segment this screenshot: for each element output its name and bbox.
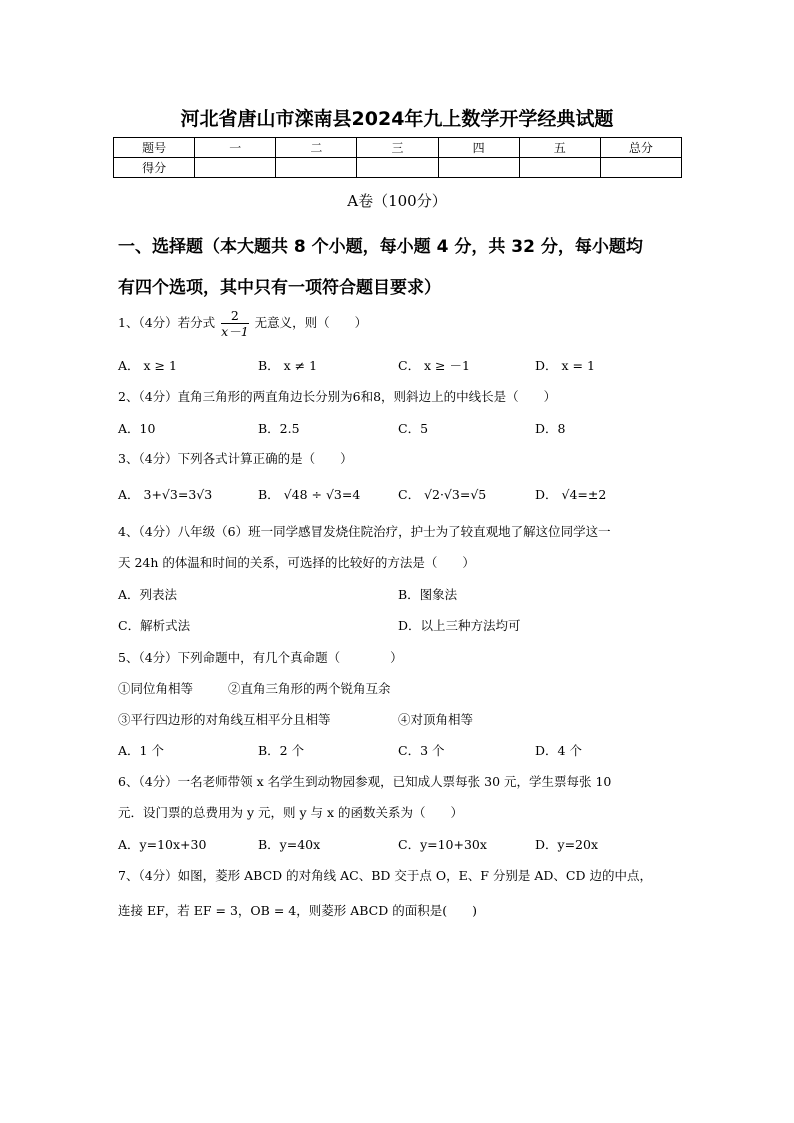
q6-option-a: A．y=10x+30 xyxy=(118,837,207,852)
q6-option-c: C．y=10+30x xyxy=(398,837,487,852)
question-7-line1: 7、（4分）如图，菱形 ABCD 的对角线 AC、BD 交于点 O，E、F 分别是 AD、CD 边的中点， xyxy=(118,868,652,883)
q1-option-c: C． x ≥ －1 xyxy=(398,358,470,373)
section-heading-line2: 有四个选项，其中只有一项符合题目要求） xyxy=(118,278,441,298)
q4-option-d: D．以上三种方法均可 xyxy=(398,618,521,633)
exam-title: 河北省唐山市滦南县2024年九上数学开学经典试题 xyxy=(180,108,614,130)
fraction-denominator: x－1 xyxy=(221,324,249,339)
q3-option-a: A． 3+√3=3√3 xyxy=(118,487,213,502)
q5-option-d: D．4 个 xyxy=(535,743,582,758)
q4-option-b: B．图象法 xyxy=(398,587,458,602)
score-cell: 二 xyxy=(276,138,357,158)
q4-option-c: C．解析式法 xyxy=(118,618,191,633)
score-table-header-row xyxy=(114,138,682,158)
question-1-prefix: 1、（4分）若分式 xyxy=(118,315,216,330)
score-cell xyxy=(357,158,438,178)
score-cell: 三 xyxy=(357,138,438,158)
q1-option-d: D． x = 1 xyxy=(535,358,595,373)
q2-option-d: D．8 xyxy=(535,421,566,436)
q3-option-d: D． √4=±2 xyxy=(535,487,607,502)
score-cell: 四 xyxy=(438,138,519,158)
q5-option-a: A．1 个 xyxy=(118,743,164,758)
q5-statement-3: ③平行四边形的对角线互相平分且相等 xyxy=(118,712,331,727)
q5-option-b: B．2 个 xyxy=(258,743,305,758)
score-table xyxy=(113,137,682,178)
score-cell xyxy=(438,158,519,178)
question-7-line2: 连接 EF，若 EF = 3，OB = 4，则菱形 ABCD 的面积是( ) xyxy=(118,903,477,918)
score-cell xyxy=(276,158,357,178)
q5-statement-1: ①同位角相等 xyxy=(118,681,194,696)
question-1 xyxy=(118,308,367,339)
fraction xyxy=(221,308,249,339)
score-cell xyxy=(195,158,276,178)
question-4-line2: 天 24h 的体温和时间的关系，可选择的比较好的方法是（ ） xyxy=(118,555,475,570)
score-cell xyxy=(600,158,681,178)
section-heading-line1: 一、选择题（本大题共 8 个小题，每小题 4 分，共 32 分，每小题均 xyxy=(118,237,643,257)
q1-option-a: A． x ≥ 1 xyxy=(118,358,177,373)
q2-option-c: C．5 xyxy=(398,421,429,436)
q5-statement-4: ④对顶角相等 xyxy=(398,712,474,727)
score-cell: 得分 xyxy=(114,158,195,178)
question-1-suffix: 无意义，则（ ） xyxy=(254,315,368,330)
score-cell: 五 xyxy=(519,138,600,158)
q2-option-a: A．10 xyxy=(118,421,156,436)
q3-option-b: B． √48 ÷ √3=4 xyxy=(258,487,361,502)
q4-option-a: A．列表法 xyxy=(118,587,178,602)
score-cell: 一 xyxy=(195,138,276,158)
q1-option-b: B． x ≠ 1 xyxy=(258,358,318,373)
score-cell: 总分 xyxy=(600,138,681,158)
score-cell: 题号 xyxy=(114,138,195,158)
q5-option-c: C．3 个 xyxy=(398,743,445,758)
q3-option-c: C． √2·√3=√5 xyxy=(398,487,487,502)
question-6-line1: 6、（4分）一名老师带领 x 名学生到动物园参观，已知成人票每张 30 元，学生票每张 10 xyxy=(118,774,612,789)
question-2: 2、（4分）直角三角形的两直角边长分别为6和8，则斜边上的中线长是（ ） xyxy=(118,389,557,404)
q6-option-b: B．y=40x xyxy=(258,837,321,852)
score-table-score-row xyxy=(114,158,682,178)
q6-option-d: D．y=20x xyxy=(535,837,599,852)
part-a-heading: A卷（100分） xyxy=(347,192,447,210)
question-5: 5、（4分）下列命题中，有几个真命题（ ） xyxy=(118,650,403,665)
score-cell xyxy=(519,158,600,178)
q2-option-b: B．2.5 xyxy=(258,421,300,436)
fraction-numerator: 2 xyxy=(221,308,249,324)
question-4-line1: 4、（4分）八年级（6）班一同学感冒发烧住院治疗，护士为了较直观地了解这位同学这一 xyxy=(118,524,611,539)
q5-statement-2: ②直角三角形的两个锐角互余 xyxy=(228,681,391,696)
question-6-line2: 元．设门票的总费用为 y 元，则 y 与 x 的函数关系为（ ） xyxy=(118,805,464,820)
question-3: 3、（4分）下列各式计算正确的是（ ） xyxy=(118,451,353,466)
